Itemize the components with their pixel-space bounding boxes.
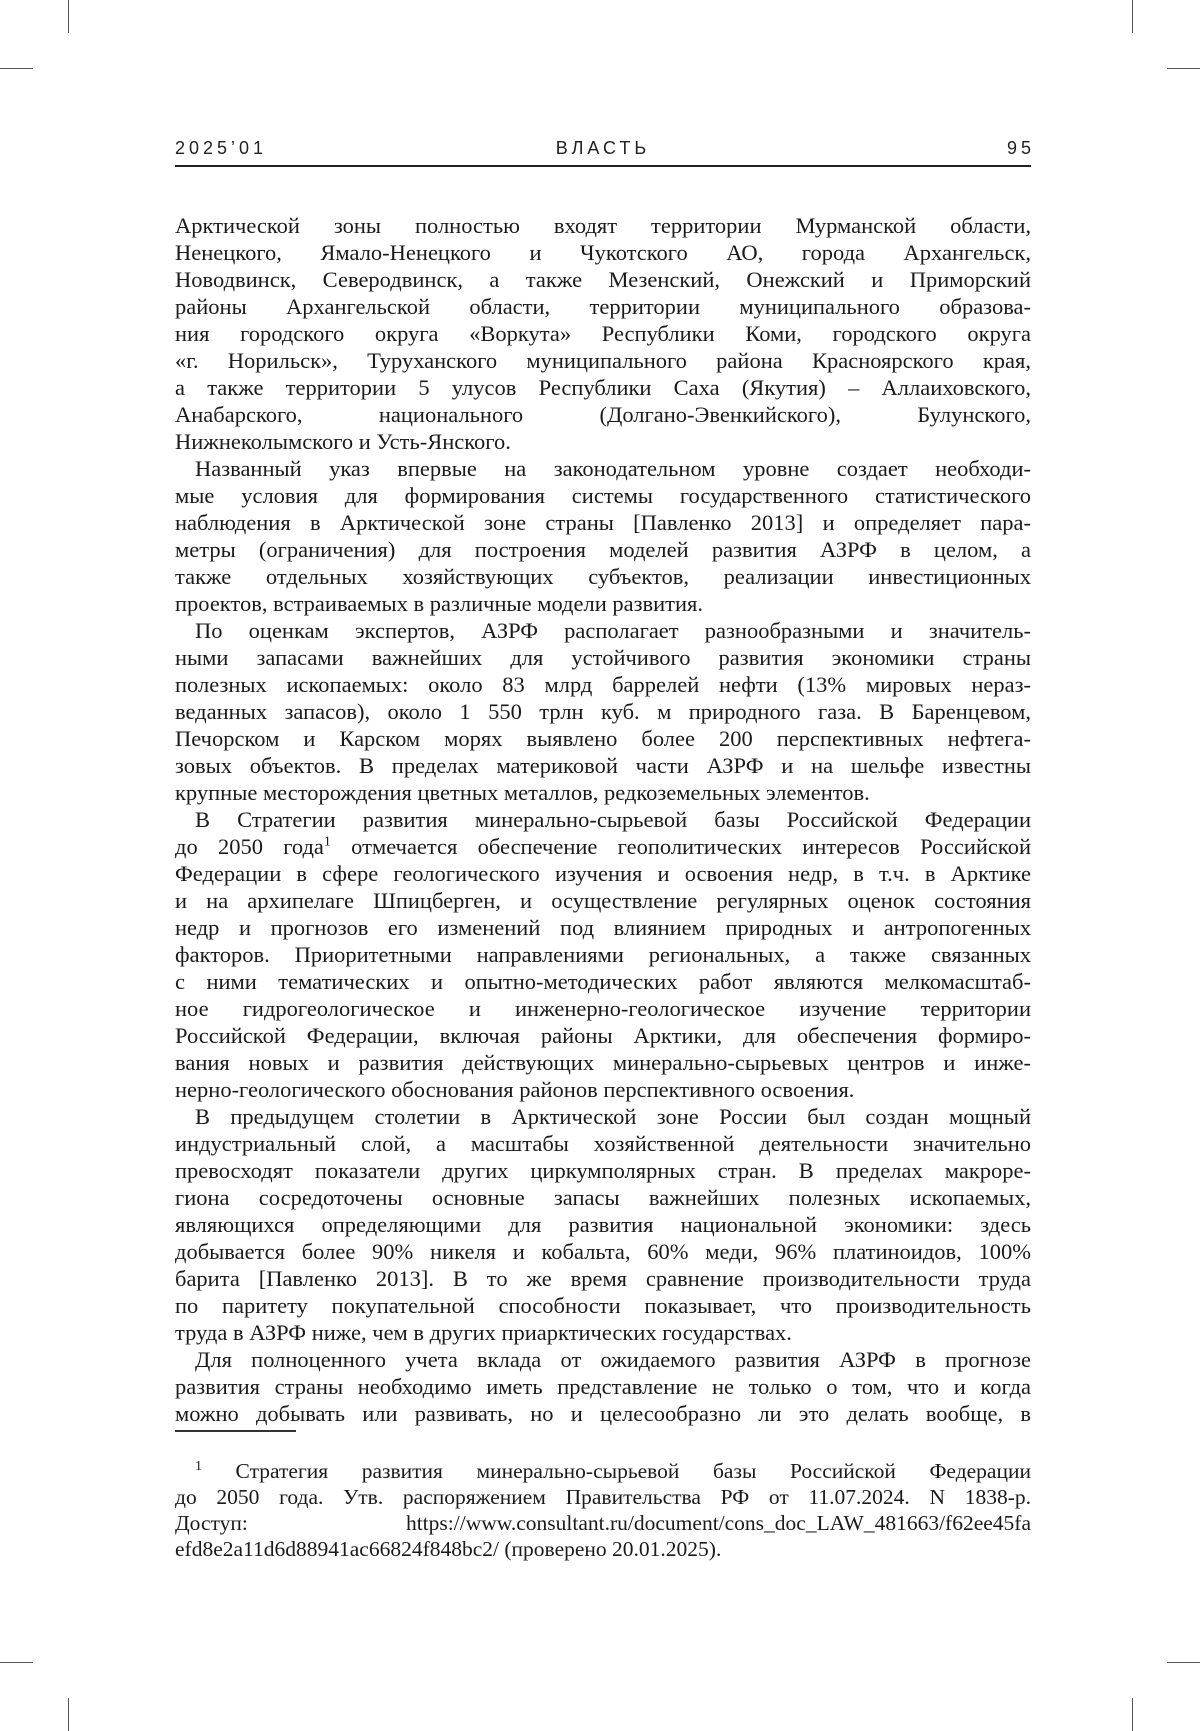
text-line: полезных ископаемых: около 83 млрд баррелей нефти (13% мировых нераз- bbox=[175, 672, 1031, 697]
text-line bbox=[175, 833, 1031, 860]
text-line: Арктической зоны полностью входят территории Мурманской области, bbox=[175, 213, 1031, 238]
paragraph bbox=[175, 1346, 1031, 1427]
text-line: Федерации в сфере геологического изучения и освоения недр, в т.ч. в Арктике bbox=[175, 861, 1031, 886]
footnote-line: efd8e2a11d6d88941ac66824f848bc2/ (проверено 20.01.2025). bbox=[175, 1537, 722, 1561]
text-line: барита [Павленко 2013]. В то же время сравнение производительности труда bbox=[175, 1266, 1031, 1291]
text-line: индустриальный слой, а масштабы хозяйственной деятельности значительно bbox=[175, 1131, 1031, 1156]
paragraph bbox=[175, 1103, 1031, 1346]
text-line: труда в АЗРФ ниже, чем в других приарктических государствах. bbox=[175, 1320, 792, 1345]
text-line: факторов. Приоритетными направлениями региональных, а также связанных bbox=[175, 942, 1031, 967]
text-line: ное гидрогеологическое и инженерно-геологическое изучение территории bbox=[175, 996, 1031, 1021]
crop-mark bbox=[68, 0, 69, 33]
text-line: являющихся определяющими для развития национальной экономики: здесь bbox=[175, 1212, 1031, 1237]
footnote-line bbox=[175, 1458, 1031, 1484]
crop-mark bbox=[68, 1698, 69, 1731]
text-line: также отдельных хозяйствующих субъектов, реализации инвестиционных bbox=[175, 564, 1031, 589]
crop-mark bbox=[1167, 68, 1200, 69]
text-line: недр и прогнозов его изменений под влиянием природных и антропогенных bbox=[175, 915, 1031, 940]
text-line: нерно-геологического обоснования районов перспективного освоения. bbox=[175, 1077, 855, 1102]
footnote bbox=[175, 1458, 1031, 1562]
footnote-line: до 2050 года. Утв. распоряжением Правительства РФ от 11.07.2024. N 1838-р. bbox=[175, 1485, 1031, 1509]
text-line: Новодвинск, Северодвинск, а также Мезенский, Онежский и Приморский bbox=[175, 267, 1031, 292]
text-fragment: Стратегия развития минерально-сырьевой базы Российской Федерации bbox=[202, 1459, 1031, 1483]
text-line: проектов, встраиваемых в различные модели развития. bbox=[175, 591, 704, 616]
text-line: превосходят показатели других циркумполярных стран. В пределах макроре- bbox=[175, 1158, 1031, 1183]
crop-mark bbox=[1132, 1698, 1133, 1731]
crop-mark bbox=[0, 68, 33, 69]
article-body bbox=[175, 212, 1031, 1427]
issue-number: 2025’01 bbox=[175, 138, 268, 158]
crop-mark bbox=[0, 1662, 33, 1663]
text-line: По оценкам экспертов, АЗРФ располагает разнообразными и значитель- bbox=[195, 618, 1031, 643]
text-line: наблюдения в Арктической зоне страны [Павленко 2013] и определяет пара- bbox=[175, 510, 1031, 535]
paragraph bbox=[175, 806, 1031, 1103]
text-line: Российской Федерации, включая районы Арктики, для обеспечения формиро- bbox=[175, 1023, 1031, 1048]
footnote-reference[interactable]: 1 bbox=[323, 834, 331, 850]
text-line: мые условия для формирования системы государственного статистического bbox=[175, 483, 1031, 508]
text-line: Анабарского, национального (Долгано-Эвенкийского), Булунского, bbox=[175, 402, 1031, 427]
text-fragment: до 2050 года bbox=[175, 834, 324, 859]
text-line: районы Архангельской области, территории муниципального образова- bbox=[175, 294, 1031, 319]
text-line: веданных запасов), около 1 550 трлн куб. м природного газа. В Баренцевом, bbox=[175, 699, 1031, 724]
text-line: Названный указ впервые на законодательном уровне создает необходи- bbox=[195, 456, 1031, 481]
text-line: Для полноценного учета вклада от ожидаемого развития АЗРФ в прогнозе bbox=[195, 1347, 1031, 1372]
running-header bbox=[175, 138, 1035, 164]
text-line: зовых объектов. В пределах материковой части АЗРФ и на шельфе известны bbox=[175, 753, 1031, 778]
text-line: гиона сосредоточены основные запасы важнейших полезных ископаемых, bbox=[175, 1185, 1031, 1210]
text-line: вания новых и развития действующих минерально-сырьевых центров и инже- bbox=[175, 1050, 1031, 1075]
text-line: с ними тематических и опытно-методических работ являются мелкомасштаб- bbox=[175, 969, 1031, 994]
header-rule bbox=[175, 165, 1031, 167]
text-line: метры (ограничения) для построения моделей развития АЗРФ в целом, а bbox=[175, 537, 1031, 562]
text-line: и на архипелаге Шпицберген, и осуществление регулярных оценок состояния bbox=[175, 888, 1031, 913]
text-line: ными запасами важнейших для устойчивого развития экономики страны bbox=[175, 645, 1031, 670]
text-line: а также территории 5 улусов Республики Саха (Якутия) – Аллаиховского, bbox=[175, 375, 1031, 400]
crop-mark bbox=[1167, 1662, 1200, 1663]
text-line: Печорском и Карском морях выявлено более 200 перспективных нефтега- bbox=[175, 726, 1031, 751]
journal-title: ВЛАСТЬ bbox=[555, 138, 651, 158]
text-line: ния городского округа «Воркута» Республики Коми, городского округа bbox=[175, 321, 1031, 346]
text-line: развития страны необходимо иметь представление не только о том, что и когда bbox=[175, 1374, 1031, 1399]
text-fragment: отмечается обеспечение геополитических интересов Российской bbox=[330, 834, 1031, 859]
crop-mark bbox=[1132, 0, 1133, 33]
footnote-separator bbox=[175, 1430, 296, 1432]
text-line: по паритету покупательной способности показывает, что производительность bbox=[175, 1293, 1031, 1318]
text-line: Нижнеколымского и Усть-Янского. bbox=[175, 429, 511, 454]
page-number: 95 bbox=[1006, 138, 1035, 158]
text-line: В предыдущем столетии в Арктической зоне России был создан мощный bbox=[195, 1104, 1031, 1129]
footnote-line: Доступ: https://www.consultant.ru/document/cons_doc_LAW_481663/f62ee45fa bbox=[175, 1511, 1031, 1535]
footnote-marker: 1 bbox=[195, 1458, 202, 1474]
text-line: «г. Норильск», Туруханского муниципального района Красноярского края, bbox=[175, 348, 1031, 373]
text-line: можно добывать или развивать, но и целесообразно ли это делать вообще, в bbox=[175, 1401, 1031, 1426]
text-line: крупные месторождения цветных металлов, редкоземельных элементов. bbox=[175, 780, 870, 805]
paragraph bbox=[175, 212, 1031, 455]
text-line: добывается более 90% никеля и кобальта, 60% меди, 96% платиноидов, 100% bbox=[175, 1239, 1031, 1264]
paragraph bbox=[175, 455, 1031, 617]
text-line: Ненецкого, Ямало-Ненецкого и Чукотского АО, города Архангельск, bbox=[175, 240, 1031, 265]
paragraph bbox=[175, 617, 1031, 806]
text-line: В Стратегии развития минерально-сырьевой базы Российской Федерации bbox=[195, 807, 1031, 832]
